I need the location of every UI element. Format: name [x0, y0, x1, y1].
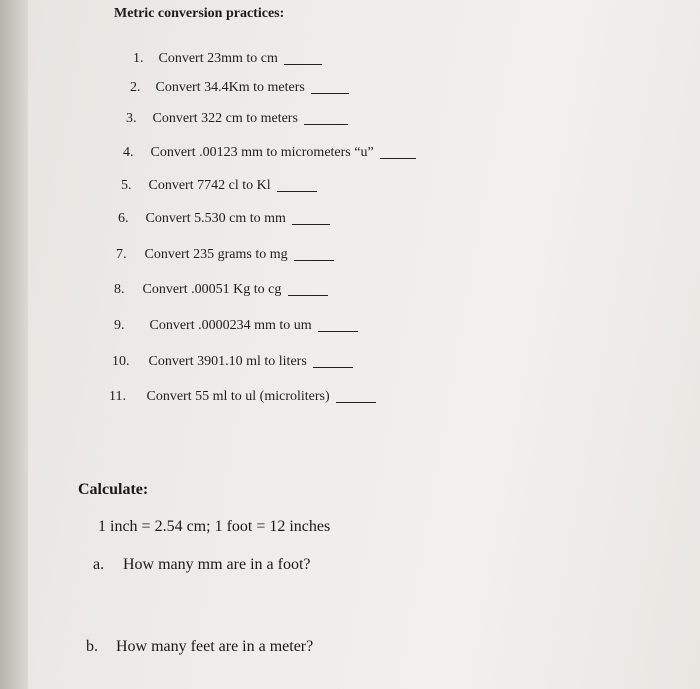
question-11: [109, 389, 376, 405]
answer-blank: [288, 294, 328, 296]
answer-blank: [313, 366, 353, 368]
answer-blank: [311, 92, 349, 94]
question-text: Convert .00123 mm to micrometers “u”: [150, 145, 374, 160]
question-2: [130, 80, 349, 96]
question-a: [93, 556, 311, 574]
question-number: 1.: [133, 51, 144, 66]
question-text: Convert 3901.10 ml to liters: [148, 354, 307, 369]
answer-blank: [294, 259, 334, 261]
question-1: [133, 51, 322, 67]
calculate-heading: Calculate:: [78, 481, 149, 498]
question-number: 7.: [116, 247, 127, 262]
question-number: 8.: [114, 282, 125, 297]
answer-blank: [318, 330, 358, 332]
answer-blank: [380, 157, 416, 159]
question-6: [118, 211, 330, 227]
question-number: 9.: [114, 318, 125, 333]
page-edge-shadow: [0, 0, 28, 689]
question-text: Convert .00051 Kg to cg: [142, 282, 282, 297]
conversion-formula: 1 inch = 2.54 cm; 1 foot = 12 inches: [98, 518, 331, 535]
question-text: Convert 235 grams to mg: [144, 247, 288, 262]
question-number: 2.: [130, 80, 141, 95]
answer-blank: [277, 190, 317, 192]
question-b-text: How many feet are in a meter?: [116, 638, 314, 655]
question-number: 10.: [112, 354, 130, 369]
question-a-label: a.: [93, 556, 105, 573]
question-10: [112, 354, 353, 370]
question-8: [114, 282, 328, 298]
question-text: Convert 34.4Km to meters: [155, 80, 305, 95]
answer-blank: [284, 63, 322, 65]
question-9: [114, 318, 358, 334]
question-number: 4.: [123, 145, 134, 160]
question-7: [116, 247, 334, 263]
question-number: 11.: [109, 389, 126, 404]
question-5: [121, 178, 317, 194]
question-b: [86, 638, 313, 656]
worksheet-title: Metric conversion practices:: [114, 6, 285, 21]
question-text: Convert .0000234 mm to um: [149, 318, 312, 333]
question-number: 6.: [118, 211, 129, 226]
question-4: [123, 145, 416, 161]
question-text: Convert 5.530 cm to mm: [145, 211, 286, 226]
answer-blank: [304, 123, 348, 125]
question-text: Convert 23mm to cm: [158, 51, 278, 66]
question-b-label: b.: [86, 638, 98, 655]
question-a-text: How many mm are in a foot?: [123, 556, 311, 573]
question-number: 3.: [126, 111, 137, 126]
question-text: Convert 322 cm to meters: [152, 111, 298, 126]
question-text: Convert 55 ml to ul (microliters): [146, 389, 330, 404]
question-number: 5.: [121, 178, 132, 193]
answer-blank: [292, 223, 330, 225]
answer-blank: [336, 401, 376, 403]
question-text: Convert 7742 cl to Kl: [148, 178, 271, 193]
question-3: [126, 111, 348, 127]
